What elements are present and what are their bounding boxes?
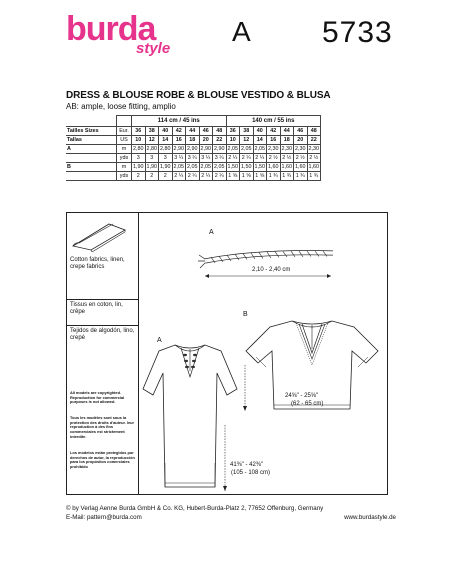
size-us-cell: 20 [199,136,213,145]
copyright-notice-fr: Tous les modèles sont sous la protection des droits d'auteur. leur reproduction à des fins commerciales est strictement interdite. [70,415,135,439]
blouse-length-inches: 24⅝" - 25⅝" [285,393,318,399]
table-cell: 2 ¼ [186,172,200,181]
table-cell: 1 ¾ [267,172,281,181]
table-cell: 2,90 [214,146,225,152]
table-cell: 1,60 [268,164,279,170]
table-cell: 1,60 [295,164,306,170]
copyright-notice-es: Los modelos están protegidos por derechos de autor, la reproducción para los propósitos comerciales prohibido [70,450,135,470]
size-us-cell: 16 [267,136,281,145]
size-us-cell: 18 [280,136,294,145]
table-cell: 1 ⅝ [240,172,254,181]
table-row [66,154,321,163]
size-us-cell: 14 [159,136,173,145]
table-cell: 2,05 [241,146,252,152]
table-cell: 3 [159,154,173,163]
view-letter: A [232,16,251,47]
dress-view-label: A [157,337,162,344]
fabric-swatch-icon [71,216,127,252]
table-cell: 1,60 [281,164,292,170]
table-cell: 2,05 [227,146,238,152]
us-label: US [117,136,132,145]
blouse-length-arrow [241,363,249,413]
table-row-eur-sizes [66,127,321,136]
size-eur-cell: 38 [240,127,254,136]
fabric-text-es: Tejidos de algodón, lino, crepé [70,328,135,341]
size-eur-cell: 46 [199,127,213,136]
size-eur-cell: 48 [213,127,227,136]
table-cell: 2,05 [254,146,265,152]
table-width-header-row [66,116,321,127]
table-cell: 3 ¼ [172,154,186,163]
table-cell: 1 ⅝ [226,172,240,181]
table-cell: 2 ½ [280,154,294,163]
fabric-width-140: 140 cm / 55 ins [226,116,321,127]
table-cell: 2 ½ [294,154,308,163]
logo-burda-text: burda [66,10,156,48]
fabric-width-114: 114 cm / 45 ins [132,116,227,127]
fabric-info-column [67,213,139,494]
table-cell: 2 ¼ [172,172,186,181]
size-eur-cell: 38 [145,127,159,136]
size-eur-cell: 46 [294,127,308,136]
table-cell: 2 ½ [267,154,281,163]
cord-length-text: 2,10 - 2,40 cm [252,267,291,273]
size-eur-cell: 48 [307,127,321,136]
size-us-cell: 10 [226,136,240,145]
table-cell: 2,90 [200,146,211,152]
eur-label: Eur. [117,127,132,136]
table-cell: 1 ¾ [294,172,308,181]
table-cell: 2,80 [160,146,171,152]
row-unit-label: m [117,145,132,154]
table-row-us-sizes [66,136,321,145]
table-cell: 2,05 [187,164,198,170]
size-eur-cell: 40 [159,127,173,136]
size-eur-cell: 44 [186,127,200,136]
table-cell: 3 ¼ [199,154,213,163]
table-cell: 3 ¼ [186,154,200,163]
table-cell: 1 ¾ [307,172,321,181]
table-cell: 2,80 [133,146,144,152]
size-us-cell: 12 [240,136,254,145]
blouse-view-label: B [243,311,248,318]
size-us-cell: 18 [186,136,200,145]
size-eur-cell: 42 [172,127,186,136]
table-cell: 2,90 [173,146,184,152]
garment-title: DRESS & BLOUSE ROBE & BLOUSE VESTIDO & BLUSA [66,90,331,101]
size-eur-cell: 36 [132,127,146,136]
row-view-label: A [66,145,117,154]
table-row [66,145,321,154]
pattern-number: 5733 [322,16,393,49]
header [0,0,452,70]
fabric-text-fr: Tissus en coton, lin, crêpe [70,302,123,315]
table-row [66,172,321,181]
dress-length-inches: 41⅜" - 42⅜" [230,462,263,468]
table-cell: 2 [132,172,146,181]
size-eur-cell: 36 [226,127,240,136]
table-cell: 3 [145,154,159,163]
copyright-line: © by Verlag Aenne Burda GmbH & Co. KG, Hubert-Burda-Platz 2, 77652 Offenburg, Germany [66,505,324,512]
size-us-cell: 20 [294,136,308,145]
table-cell: 2,30 [308,146,319,152]
size-us-cell: 16 [172,136,186,145]
row-unit-label: yds [117,172,132,181]
table-cell: 1,60 [308,164,319,170]
table-cell: 2,05 [200,164,211,170]
table-cell: 2 [159,172,173,181]
size-us-cell: 10 [132,136,146,145]
publisher-footer [66,504,396,522]
row-view-label: B [66,163,117,172]
table-cell: 1,50 [241,164,252,170]
table-cell: 3 [132,154,146,163]
table-cell: 1,50 [254,164,265,170]
copyright-notice-en: All models are copyrighted. Reproduction for commercial purposes is not allowed. [70,390,125,405]
size-eur-cell: 40 [253,127,267,136]
size-eur-cell: 44 [280,127,294,136]
table-cell: 2,30 [268,146,279,152]
table-cell: 2 ¼ [226,154,240,163]
size-us-cell: 22 [307,136,321,145]
table-cell: 1,50 [227,164,238,170]
table-cell: 2,30 [281,146,292,152]
table-cell: 1,90 [133,164,144,170]
size-eur-cell: 42 [267,127,281,136]
table-cell: 2,05 [214,164,225,170]
row-unit-label: yds [117,154,132,163]
table-cell: 2 [145,172,159,181]
table-cell: 2 ¼ [240,154,254,163]
table-cell: 2 ¼ [213,172,227,181]
fit-description: AB: ample, loose fitting, amplio [66,102,176,111]
row-unit-label: m [117,163,132,172]
size-us-cell: 12 [145,136,159,145]
website-link[interactable]: www.burdastyle.de [344,514,396,521]
table-cell: 1,90 [146,164,157,170]
table-cell: 2,30 [295,146,306,152]
email-link[interactable]: E-Mail: pattern@burda.com [66,514,142,521]
table-cell: 1,90 [160,164,171,170]
sizes-label: Tailles Sizes [66,127,117,136]
technical-drawing-panel [66,212,388,495]
table-cell: 2 ¼ [199,172,213,181]
cord-view-label: A [209,229,214,236]
table-cell: 1 ¾ [280,172,294,181]
table-cell: 1 ⅝ [253,172,267,181]
burda-style-logo[interactable] [66,10,171,57]
blouse-length-cm: (62 - 65 cm) [291,401,324,407]
table-cell: 2,80 [146,146,157,152]
pattern-titles [66,90,396,111]
table-cell: 2,05 [173,164,184,170]
size-us-cell: 22 [213,136,227,145]
tallas-label: Tallas [66,136,117,145]
table-cell: 2,90 [187,146,198,152]
table-row [66,163,321,172]
dress-length-arrow [221,423,229,493]
row-view-label [66,154,117,163]
size-us-cell: 14 [253,136,267,145]
fabric-text-en: Cotton fabrics, linen, crepe fabrics [70,257,125,270]
table-cell: 2 ¼ [253,154,267,163]
logo-style-text: style [136,40,171,57]
row-view-label [66,172,117,181]
fabric-requirements-table [66,115,321,181]
dress-length-cm: (105 - 108 cm) [231,470,271,476]
table-cell: 3 ¼ [213,154,227,163]
table-cell: 2 ½ [307,154,321,163]
